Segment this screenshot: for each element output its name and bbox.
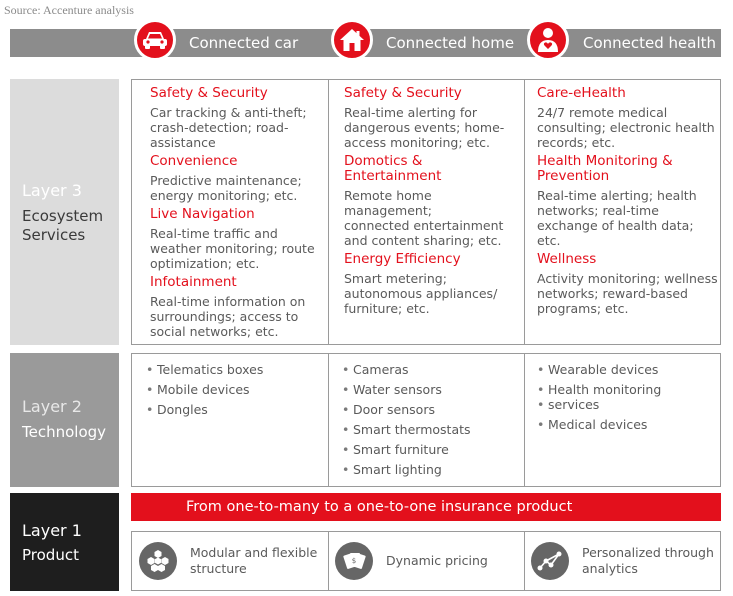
layer-3-title-line1: Ecosystem	[22, 207, 104, 225]
column-divider	[328, 532, 329, 590]
category-title: Energy Efficiency	[344, 251, 461, 267]
list-item: • Medical devices	[537, 417, 717, 432]
header-connected-car: Connected car	[189, 34, 299, 52]
description-line: Real-time alerting for	[344, 105, 478, 120]
list-item: • Cameras	[342, 362, 520, 377]
description-line: furniture; etc.	[344, 301, 430, 316]
category-title: Wellness	[537, 251, 597, 267]
list-item-continuation	[537, 397, 717, 412]
description-line: networks; real-time	[537, 203, 659, 218]
house-icon	[331, 19, 373, 61]
category-description	[537, 271, 719, 316]
description-line: Activity monitoring; wellness	[537, 271, 718, 286]
category-description	[344, 271, 522, 316]
description-line: optimization; etc.	[150, 256, 260, 271]
product-item-modular	[139, 532, 325, 590]
description-line: programs; etc.	[537, 301, 629, 316]
category-title: Care-eHealth	[537, 85, 626, 101]
list-item: • Mobile devices	[146, 382, 324, 397]
description-line: Remote home management;	[344, 188, 432, 218]
category-title: Live Navigation	[150, 206, 255, 222]
product-item-text	[582, 545, 714, 577]
product-text-line: Personalized through	[582, 545, 714, 560]
category-description	[150, 294, 326, 339]
ecosystem-health-column	[537, 86, 719, 344]
product-item-analytics	[531, 532, 719, 590]
svg-text:$: $	[351, 557, 357, 565]
ecosystem-car-column	[150, 86, 326, 344]
technology-car-column	[146, 362, 324, 486]
description-line: social networks; etc.	[150, 324, 279, 339]
product-item-text	[386, 553, 488, 569]
category-title: Infotainment	[150, 274, 237, 290]
description-line: dangerous events; home-	[344, 120, 505, 135]
layer-1-box	[10, 493, 119, 591]
product-item-pricing	[335, 532, 521, 590]
product-text-line: analytics	[582, 561, 638, 576]
layer-2-number: Layer 2	[22, 397, 82, 416]
layer-3-title	[22, 207, 103, 245]
header-connected-health: Connected health	[583, 34, 717, 52]
column-divider	[524, 80, 525, 344]
description-line: surroundings; access to	[150, 309, 299, 324]
category-description	[150, 226, 326, 271]
product-grid	[131, 531, 721, 591]
column-divider	[328, 354, 329, 486]
list-item: • Door sensors	[342, 402, 520, 417]
category-title: Convenience	[150, 153, 238, 169]
category-description	[537, 188, 719, 248]
technology-health-column	[537, 362, 717, 486]
header-connected-home: Connected home	[386, 34, 515, 52]
category-description	[344, 105, 522, 150]
layer-3-title-line2: Services	[22, 226, 86, 244]
layer-2-title: Technology	[22, 423, 107, 441]
technology-home-column	[342, 362, 520, 486]
list-item-text: services	[548, 397, 600, 412]
description-line: Car tracking & anti-theft;	[150, 105, 307, 120]
description-line: Real-time traffic and	[150, 226, 278, 241]
description-line: records; etc.	[537, 135, 616, 150]
description-line: exchange of health data; etc.	[537, 218, 694, 248]
description-line: Real-time information on	[150, 294, 306, 309]
price-tags-icon	[335, 542, 373, 580]
layer-3-number: Layer 3	[22, 181, 82, 200]
analytics-network-icon	[531, 542, 569, 580]
list-item: • Smart thermostats	[342, 422, 520, 437]
description-line: connected entertainment	[344, 218, 504, 233]
layer-2-box	[10, 353, 119, 487]
description-line: consulting; electronic health	[537, 120, 715, 135]
product-text-line: Modular and flexible	[190, 545, 318, 560]
column-divider	[524, 532, 525, 590]
hexagon-cluster-icon	[139, 542, 177, 580]
description-line: energy monitoring; etc.	[150, 188, 298, 203]
category-description	[537, 105, 719, 150]
list-item: • Wearable devices	[537, 362, 717, 377]
source-note: Source: Accenture analysis	[4, 3, 134, 17]
description-line: Predictive maintenance;	[150, 173, 302, 188]
category-title: Domotics & Entertainment	[344, 153, 442, 184]
category-title: Safety & Security	[150, 85, 268, 101]
category-title-line: Health Monitoring &	[537, 153, 673, 169]
list-item: • Dongles	[146, 402, 324, 417]
category-title-line: Prevention	[537, 168, 610, 184]
description-line: and content sharing; etc.	[344, 233, 502, 248]
list-item: • Telematics boxes	[146, 362, 324, 377]
description-line: crash-detection; road-	[150, 120, 289, 135]
ecosystem-home-column	[344, 86, 522, 344]
layer-1-number: Layer 1	[22, 521, 82, 540]
category-title: Safety & Security	[344, 85, 462, 101]
product-text-line: structure	[190, 561, 247, 576]
column-divider	[328, 80, 329, 344]
description-line: Real-time alerting; health	[537, 188, 697, 203]
product-item-text	[190, 545, 317, 577]
layer-3-box	[10, 79, 119, 345]
list-item: • Smart furniture	[342, 442, 520, 457]
health-person-icon	[527, 19, 569, 61]
technology-grid	[131, 353, 721, 487]
description-line: networks; reward-based	[537, 286, 688, 301]
description-line: Smart metering;	[344, 271, 447, 286]
column-divider	[524, 354, 525, 486]
description-line: 24/7 remote medical	[537, 105, 668, 120]
category-description	[344, 188, 522, 248]
category-description	[150, 105, 326, 150]
description-line: autonomous appliances/	[344, 286, 498, 301]
description-line: access monitoring; etc.	[344, 135, 490, 150]
description-line: assistance	[150, 135, 216, 150]
category-description	[150, 173, 326, 203]
product-banner: From one-to-many to a one-to-one insurance product	[131, 493, 721, 521]
ecosystem-services-grid	[131, 79, 721, 345]
category-title	[537, 154, 719, 184]
layer-1-title: Product	[22, 546, 79, 564]
car-icon	[134, 19, 176, 61]
product-text-line: Dynamic pricing	[386, 553, 488, 568]
list-item: • Smart lighting	[342, 462, 520, 477]
list-item: • Water sensors	[342, 382, 520, 397]
description-line: weather monitoring; route	[150, 241, 315, 256]
list-item: • Health monitoring	[537, 382, 717, 397]
